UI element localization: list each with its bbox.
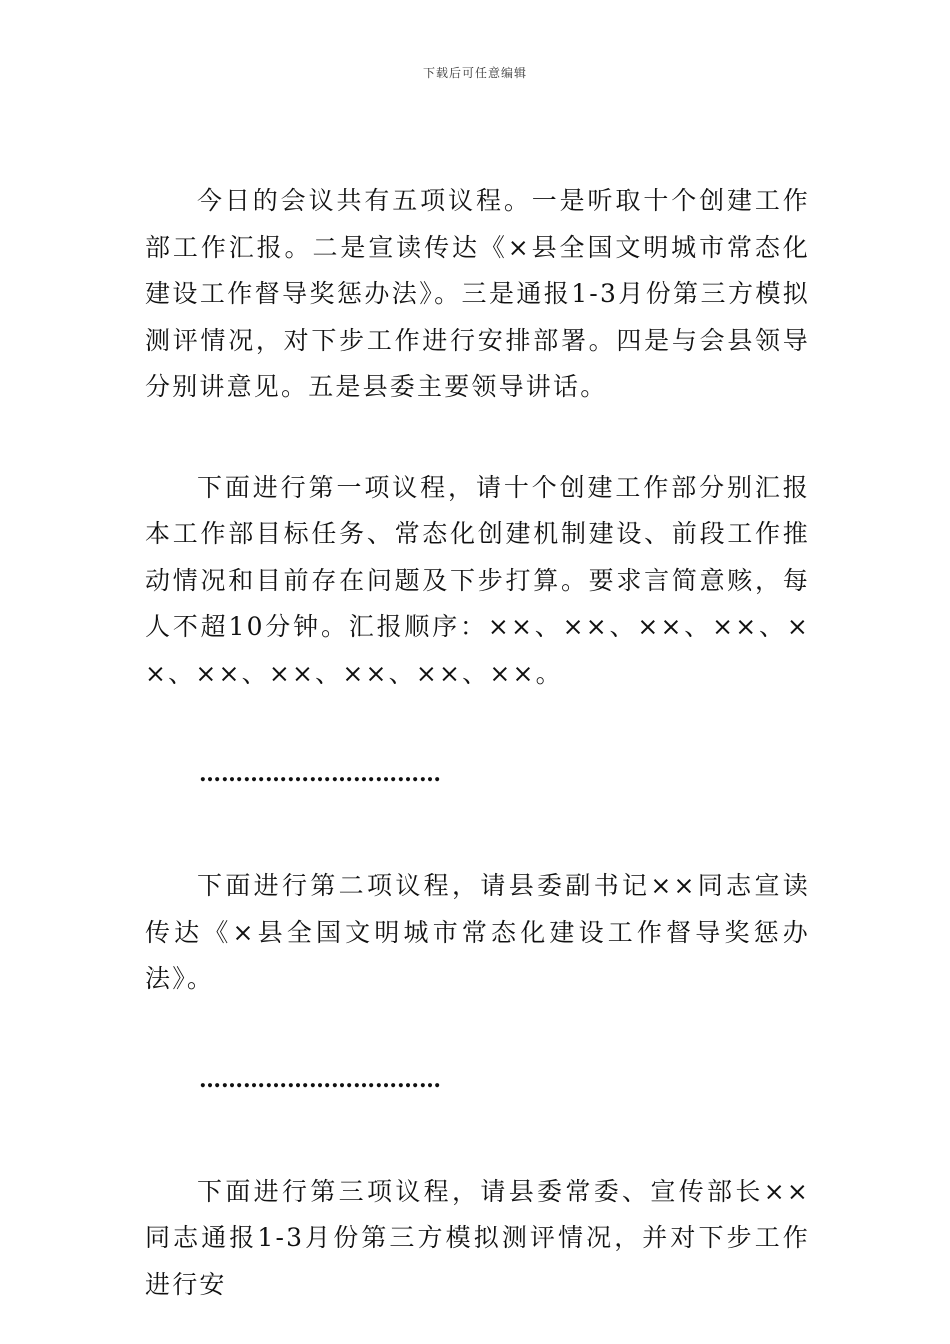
paragraph-agenda-item-1: 下面进行第一项议程，请十个创建工作部分别汇报本工作部目标任务、常态化创建机制建设、前段工作推动情况和目前存在问题及下步打算。要求言简意赅，每人不超10分钟。汇报顺序：××、××、××、××、××、××、××、××、××、××。 xyxy=(145,472,810,688)
document-body xyxy=(145,178,810,1308)
paragraph-agenda-item-2: 下面进行第二项议程，请县委副书记××同志宣读传达《×县全国文明城市常态化建设工作督导奖惩办法》。 xyxy=(145,871,810,993)
page-header: 下载后可任意编辑 xyxy=(422,66,527,80)
ellipsis-separator: …………………………… xyxy=(199,761,441,787)
paragraph-agenda-item-3: 下面进行第三项议程，请县委常委、宣传部长××同志通报1-3月份第三方模拟测评情况，并对下步工作进行安 xyxy=(145,1176,810,1299)
paragraph-agenda-overview: 今日的会议共有五项议程。一是听取十个创建工作部工作汇报。二是宣读传达《×县全国文明城市常态化建设工作督导奖惩办法》。三是通报1-3月份第三方模拟测评情况，对下步工作进行安排部署。四是与会县领导分别讲意见。五是县委主要领导讲话。 xyxy=(145,186,810,401)
ellipsis-separator: …………………………… xyxy=(199,1066,441,1093)
